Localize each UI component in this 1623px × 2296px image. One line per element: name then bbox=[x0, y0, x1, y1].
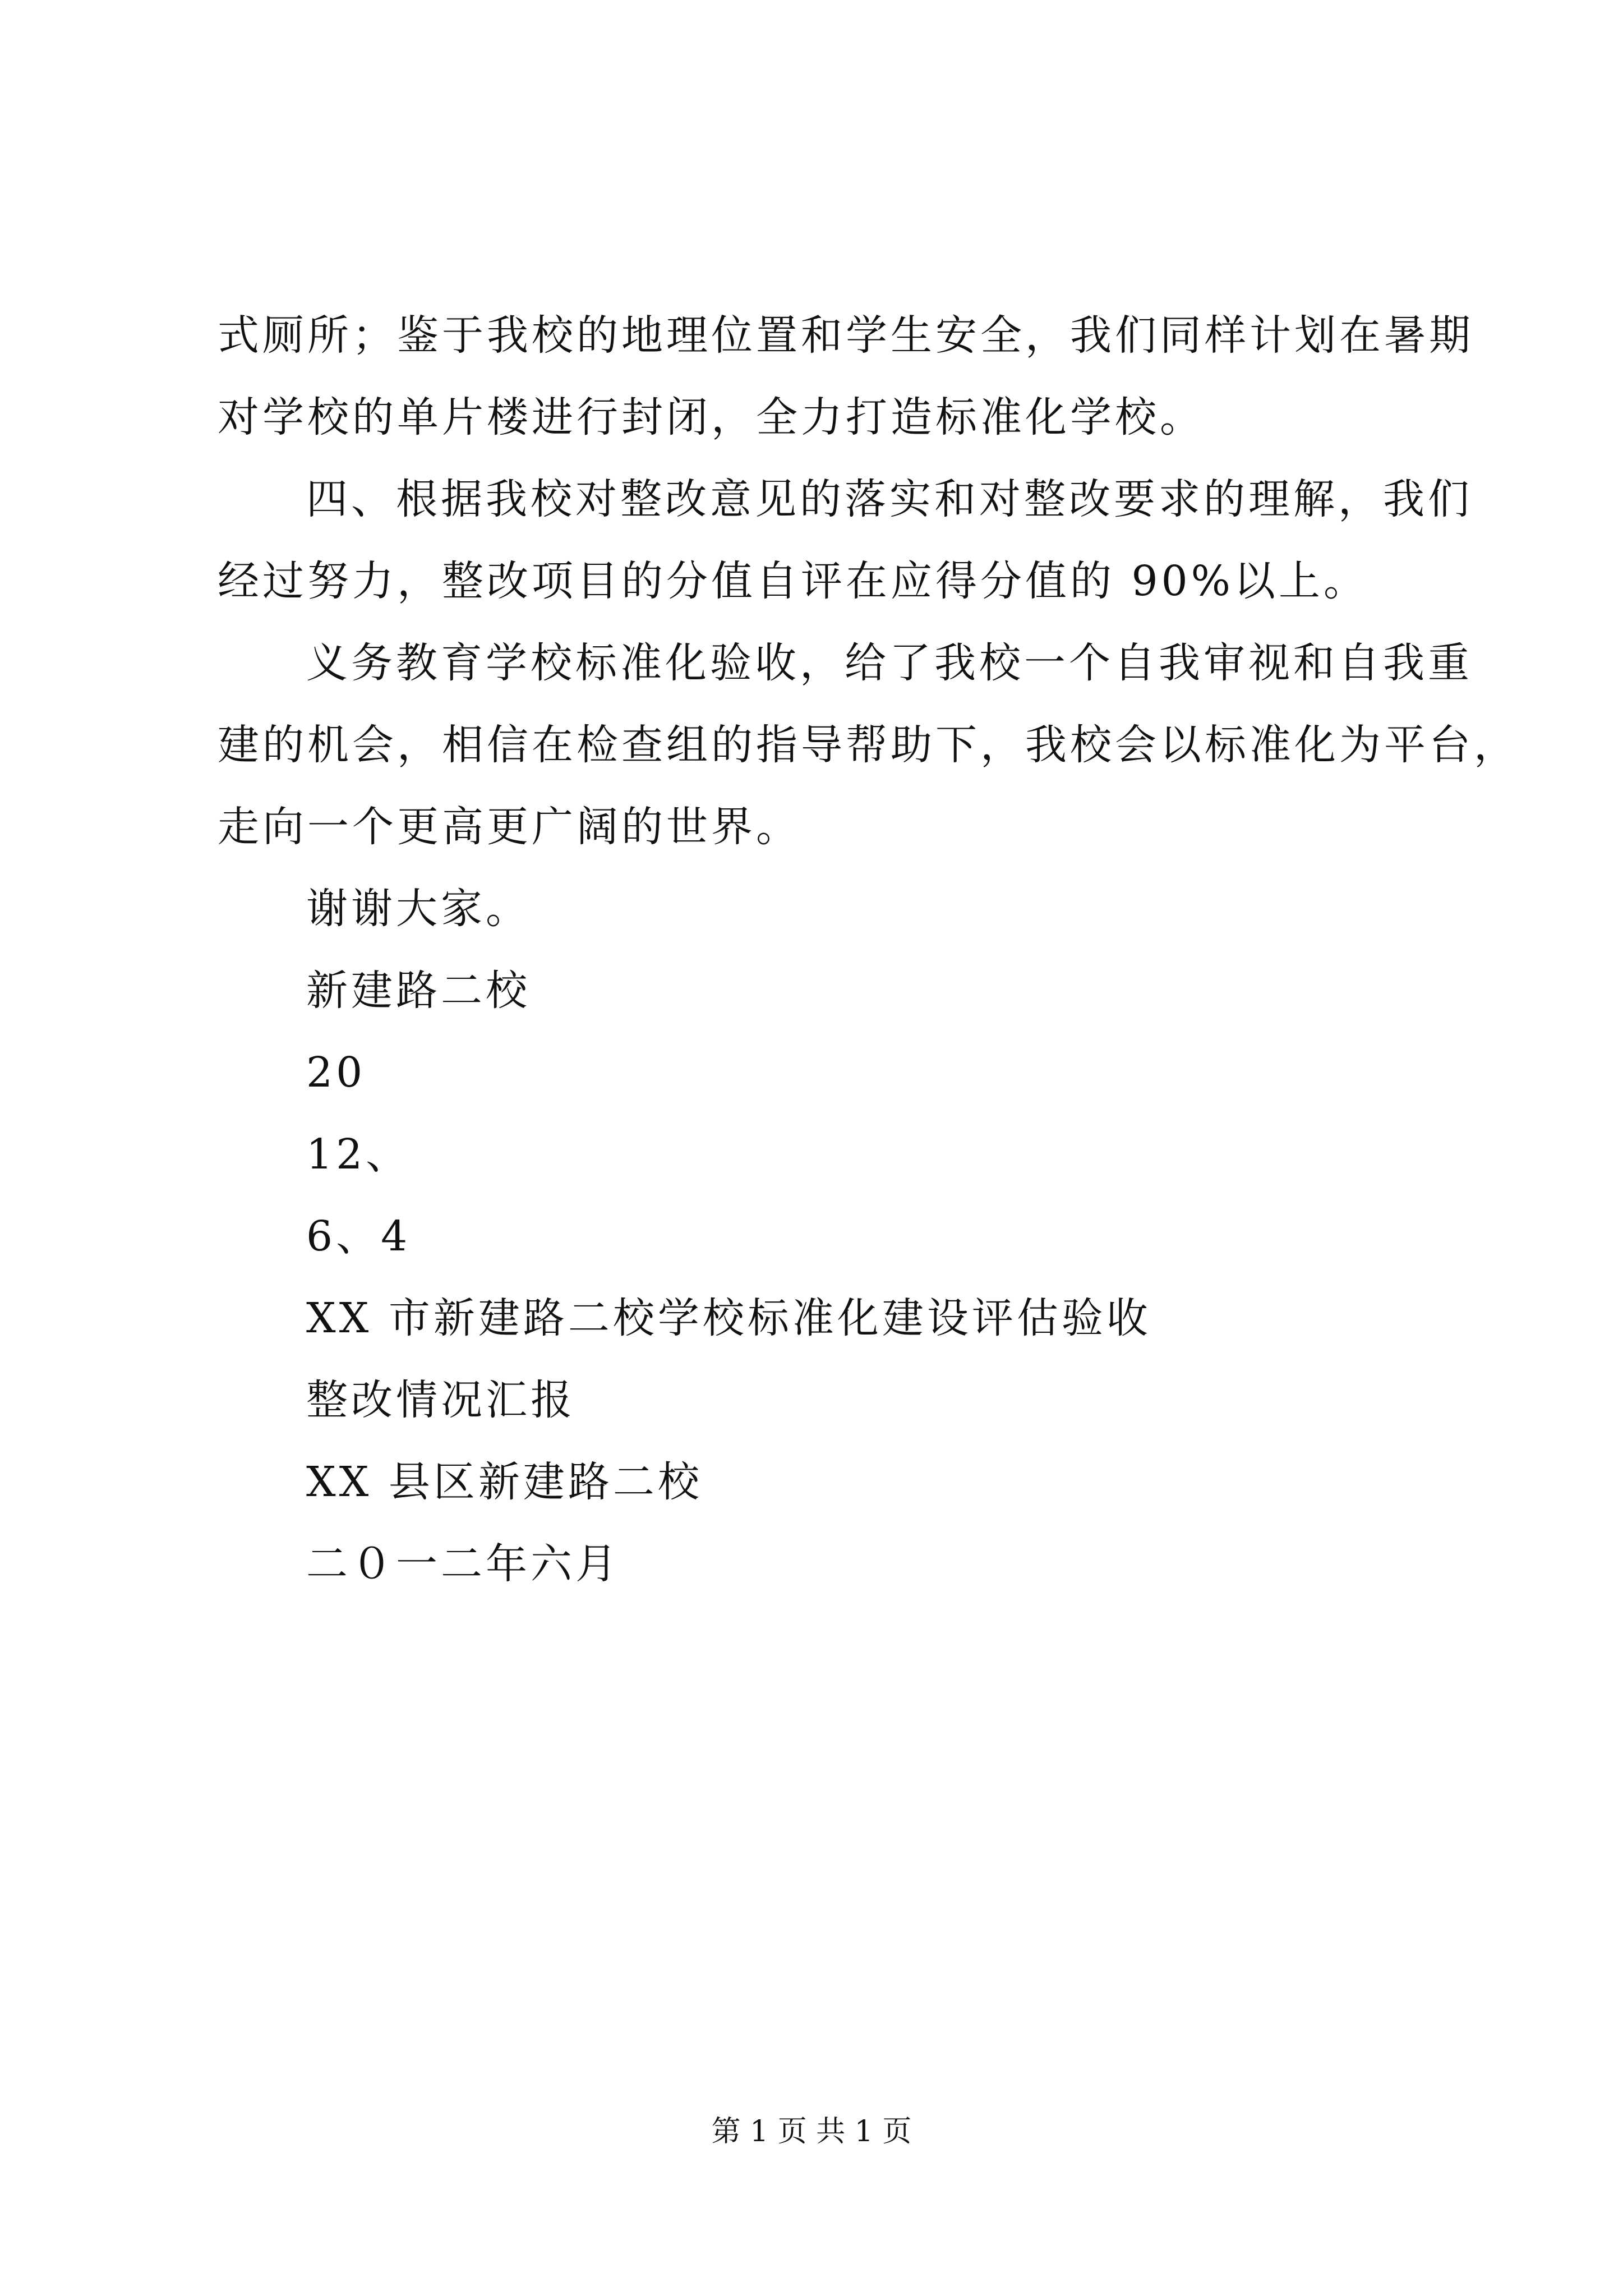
closing-line: 谢谢大家。 bbox=[306, 885, 531, 933]
report-subtitle: 整改情况汇报 bbox=[306, 1376, 575, 1424]
school-name: 新建路二校 bbox=[306, 967, 531, 1015]
page-footer: 第 1 页 共 1 页 bbox=[711, 2115, 912, 2148]
paragraph-line: 四、根据我校对整改意见的落实和对整改要求的理解，我们 bbox=[306, 475, 1473, 523]
date-line: 20 bbox=[306, 1048, 366, 1097]
date-line: 6、4 bbox=[306, 1212, 411, 1260]
report-date: 二０一二年六月 bbox=[306, 1540, 620, 1588]
report-title: XX 市新建路二校学校标准化建设评估验收 bbox=[306, 1294, 1151, 1342]
paragraph-line: 经过努力，整改项目的分值自评在应得分值的 90%以上。 bbox=[218, 557, 1368, 605]
date-line: 12、 bbox=[306, 1130, 411, 1179]
paragraph-line: 建的机会，相信在检查组的指导帮助下，我校会以标准化为平台， bbox=[218, 721, 1519, 769]
paragraph-line: 式厕所；鉴于我校的地理位置和学生安全，我们同样计划在暑期 bbox=[218, 311, 1474, 360]
document-body bbox=[218, 295, 1519, 1605]
paragraph-line: 对学校的单片楼进行封闭，全力打造标准化学校。 bbox=[218, 393, 1205, 441]
paragraph-line: 走向一个更高更广阔的世界。 bbox=[218, 803, 801, 851]
paragraph-line: 义务教育学校标准化验收，给了我校一个自我审视和自我重 bbox=[306, 639, 1473, 687]
report-school: XX 县区新建路二校 bbox=[306, 1458, 703, 1506]
